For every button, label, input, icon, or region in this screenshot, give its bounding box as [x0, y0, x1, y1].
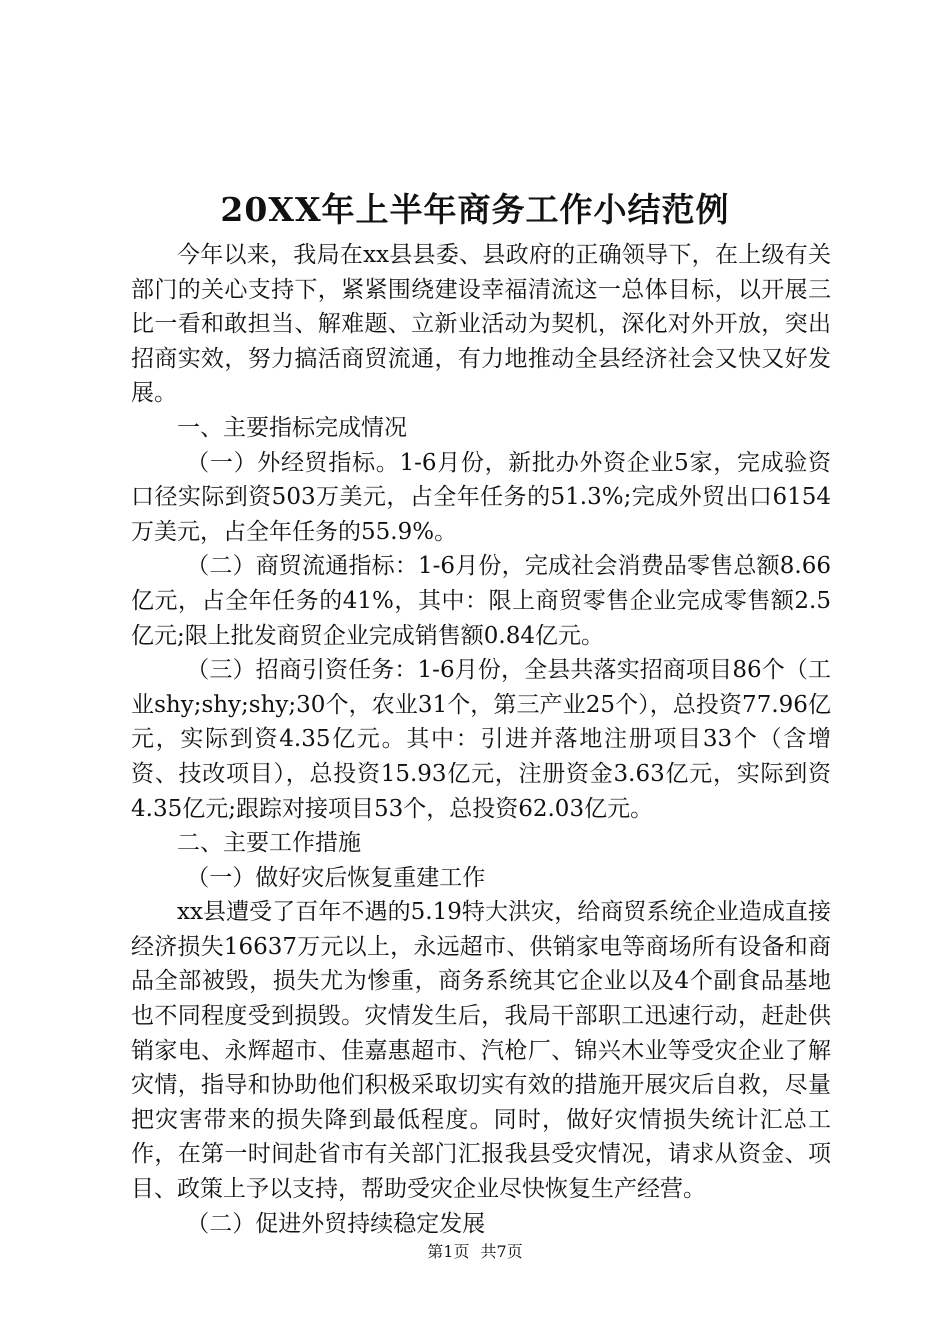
- page-footer: [0, 1240, 950, 1264]
- page-number-total: 共7页: [480, 1242, 523, 1261]
- paragraph-disaster-reconstruction: xx县遭受了百年不遇的5.19特大洪灾，给商贸系统企业造成直接经济损失16637万元以上，永远超市、供销家电等商场所有设备和商品全部被毁，损失尤为惨重，商务系统其它企业以及4个副食品基地也不同程度受到损毁。灾情发生后，我局干部职工迅速行动，赶赴供销家电、永辉超市、佳嘉惠超市、汽枪厂、锦兴木业等受灾企业了解灾情，指导和协助他们积极采取切实有效的措施开展灾后自救，尽量把灾害带来的损失降到最低程度。同时，做好灾情损失统计汇总工作，在第一时间赴省市有关部门汇报我县受灾情况，请求从资金、项目、政策上予以支持，帮助受灾企业尽快恢复生产经营。: [131, 899, 831, 1203]
- paragraph-foreign-trade-indicators: （一）外经贸指标。1-6月份，新批办外资企业5家，完成验资口径实际到资503万美元，占全年任务的51.3%;完成外贸出口6154万美元，占全年任务的55.9%。: [131, 449, 831, 545]
- section-heading-main-measures: 二、主要工作措施: [177, 830, 361, 857]
- subheading-disaster-reconstruction: （一）做好灾后恢复重建工作: [186, 864, 486, 891]
- document-title: 20XX年上半年商务工作小结范例: [220, 190, 730, 229]
- document-body: [131, 238, 831, 1241]
- paragraph-intro: 今年以来，我局在xx县县委、县政府的正确领导下，在上级有关部门的关心支持下，紧紧围绕建设幸福清流这一总体目标，以开展三比一看和敢担当、解难题、立新业活动为契机，深化对外开放，突出招商实效，努力搞活商贸流通，有力地推动全县经济社会又快又好发展。: [131, 242, 831, 407]
- paragraph-investment-attraction: （三）招商引资任务：1-6月份，全县共落实招商项目86个（工业shy;shy;shy;30个，农业31个，第三产业25个），总投资77.96亿元，实际到资4.35亿元。其中：引进并落地注册项目33个（含增资、技改项目），总投资15.93亿元，注册资金3.63亿元，实际到资4.35亿元;跟踪对接项目53个，总投资62.03亿元。: [131, 657, 831, 822]
- subheading-foreign-trade-development: （二）促进外贸持续稳定发展: [186, 1210, 486, 1237]
- section-heading-main-indicators: 一、主要指标完成情况: [177, 414, 407, 441]
- paragraph-commerce-circulation-indicators: （二）商贸流通指标：1-6月份，完成社会消费品零售总额8.66亿元，占全年任务的41%，其中：限上商贸零售企业完成零售额2.5亿元;限上批发商贸企业完成销售额0.84亿元。: [131, 553, 831, 649]
- page-number-current: 第1页: [427, 1242, 470, 1261]
